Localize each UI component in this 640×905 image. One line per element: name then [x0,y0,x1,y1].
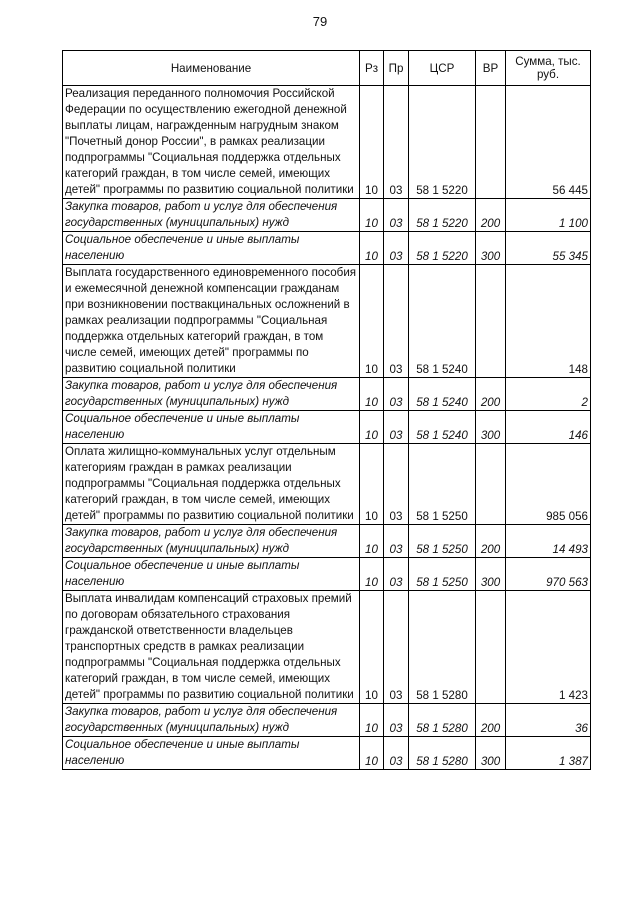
row-csr: 58 1 5240 [409,378,476,411]
row-csr: 58 1 5240 [409,411,476,444]
row-vr: 200 [476,378,506,411]
row-sum: 1 387 [506,737,591,770]
page-number: 79 [312,14,328,29]
row-name: Выплата инвалидам компенсаций страховых премий по договорам обязательного страхования гражданской ответственности владельцев транспортных средств в рамках реализации подпрограммы "Социальная поддержка отдельных категорий граждан, в том числе семей, имеющих детей" программы по развитию социальной политики [63,591,360,704]
row-rz: 10 [360,199,384,232]
row-name: Закупка товаров, работ и услуг для обеспечения государственных (муниципальных) нужд [63,525,360,558]
table-row [63,444,591,525]
row-name: Социальное обеспечение и иные выплаты населению [63,232,360,265]
row-rz: 10 [360,232,384,265]
row-vr: 200 [476,704,506,737]
row-name: Социальное обеспечение и иные выплаты населению [63,411,360,444]
row-csr: 58 1 5280 [409,737,476,770]
row-vr [476,444,506,525]
row-vr: 200 [476,199,506,232]
row-sum: 36 [506,704,591,737]
row-rz: 10 [360,591,384,704]
row-sum: 2 [506,378,591,411]
row-rz: 10 [360,558,384,591]
row-name: Закупка товаров, работ и услуг для обеспечения государственных (муниципальных) нужд [63,704,360,737]
row-sum: 970 563 [506,558,591,591]
row-csr: 58 1 5240 [409,265,476,378]
header-name: Наименование [63,51,360,86]
budget-table [62,50,591,770]
row-name: Закупка товаров, работ и услуг для обеспечения государственных (муниципальных) нужд [63,378,360,411]
row-pr: 03 [384,525,409,558]
row-pr: 03 [384,558,409,591]
row-pr: 03 [384,86,409,199]
row-rz: 10 [360,525,384,558]
row-vr: 200 [476,525,506,558]
row-csr: 58 1 5280 [409,704,476,737]
table-row [63,232,591,265]
row-sum: 14 493 [506,525,591,558]
row-pr: 03 [384,199,409,232]
row-name: Оплата жилищно-коммунальных услуг отдельным категориям граждан в рамках реализации подпрограммы "Социальная поддержка отдельных категорий граждан, в том числе семей, имеющих детей" программы по развитию социальной политики [63,444,360,525]
table-row [63,558,591,591]
row-name: Социальное обеспечение и иные выплаты населению [63,737,360,770]
row-name: Выплата государственного единовременного пособия и ежемесячной денежной компенсации гражданам при возникновении поствакцинальных осложнений в рамках реализации подпрограммы "Социальная поддержка отдельных категорий граждан, в том числе семей, имеющих детей" программы по развитию социальной политики [63,265,360,378]
row-rz: 10 [360,86,384,199]
header-rz: Рз [360,51,384,86]
table-row [63,378,591,411]
row-pr: 03 [384,591,409,704]
row-csr: 58 1 5280 [409,591,476,704]
row-csr: 58 1 5250 [409,525,476,558]
header-sum: Сумма, тыс. руб. [506,51,591,86]
row-pr: 03 [384,265,409,378]
row-rz: 10 [360,411,384,444]
row-pr: 03 [384,411,409,444]
row-name: Закупка товаров, работ и услуг для обеспечения государственных (муниципальных) нужд [63,199,360,232]
row-rz: 10 [360,378,384,411]
row-name: Реализация переданного полномочия Российской Федерации по осуществлению ежегодной денежной выплаты лицам, награжденным нагрудным знаком "Почетный донор России", в рамках реализации подпрограммы "Социальная поддержка отдельных категорий граждан, в том числе семей, имеющих детей" программы по развитию социальной политики [63,86,360,199]
table-row [63,704,591,737]
row-csr: 58 1 5220 [409,199,476,232]
row-vr: 300 [476,411,506,444]
row-rz: 10 [360,704,384,737]
row-vr: 300 [476,232,506,265]
row-csr: 58 1 5250 [409,444,476,525]
row-sum: 146 [506,411,591,444]
row-pr: 03 [384,378,409,411]
row-vr [476,591,506,704]
table-row [63,737,591,770]
row-vr [476,265,506,378]
row-csr: 58 1 5220 [409,86,476,199]
table-header-row [63,51,591,86]
row-pr: 03 [384,232,409,265]
row-vr: 300 [476,737,506,770]
header-csr: ЦСР [409,51,476,86]
row-name: Социальное обеспечение и иные выплаты населению [63,558,360,591]
row-csr: 58 1 5220 [409,232,476,265]
row-rz: 10 [360,737,384,770]
row-rz: 10 [360,265,384,378]
row-sum: 148 [506,265,591,378]
table-row [63,86,591,199]
row-rz: 10 [360,444,384,525]
row-vr [476,86,506,199]
row-sum: 985 056 [506,444,591,525]
table-row [63,591,591,704]
table-row [63,265,591,378]
row-sum: 56 445 [506,86,591,199]
table-row [63,525,591,558]
row-sum: 1 423 [506,591,591,704]
row-csr: 58 1 5250 [409,558,476,591]
row-sum: 55 345 [506,232,591,265]
row-pr: 03 [384,444,409,525]
row-pr: 03 [384,737,409,770]
row-vr: 300 [476,558,506,591]
header-pr: Пр [384,51,409,86]
header-vr: ВР [476,51,506,86]
row-pr: 03 [384,704,409,737]
table-row [63,411,591,444]
row-sum: 1 100 [506,199,591,232]
table-row [63,199,591,232]
